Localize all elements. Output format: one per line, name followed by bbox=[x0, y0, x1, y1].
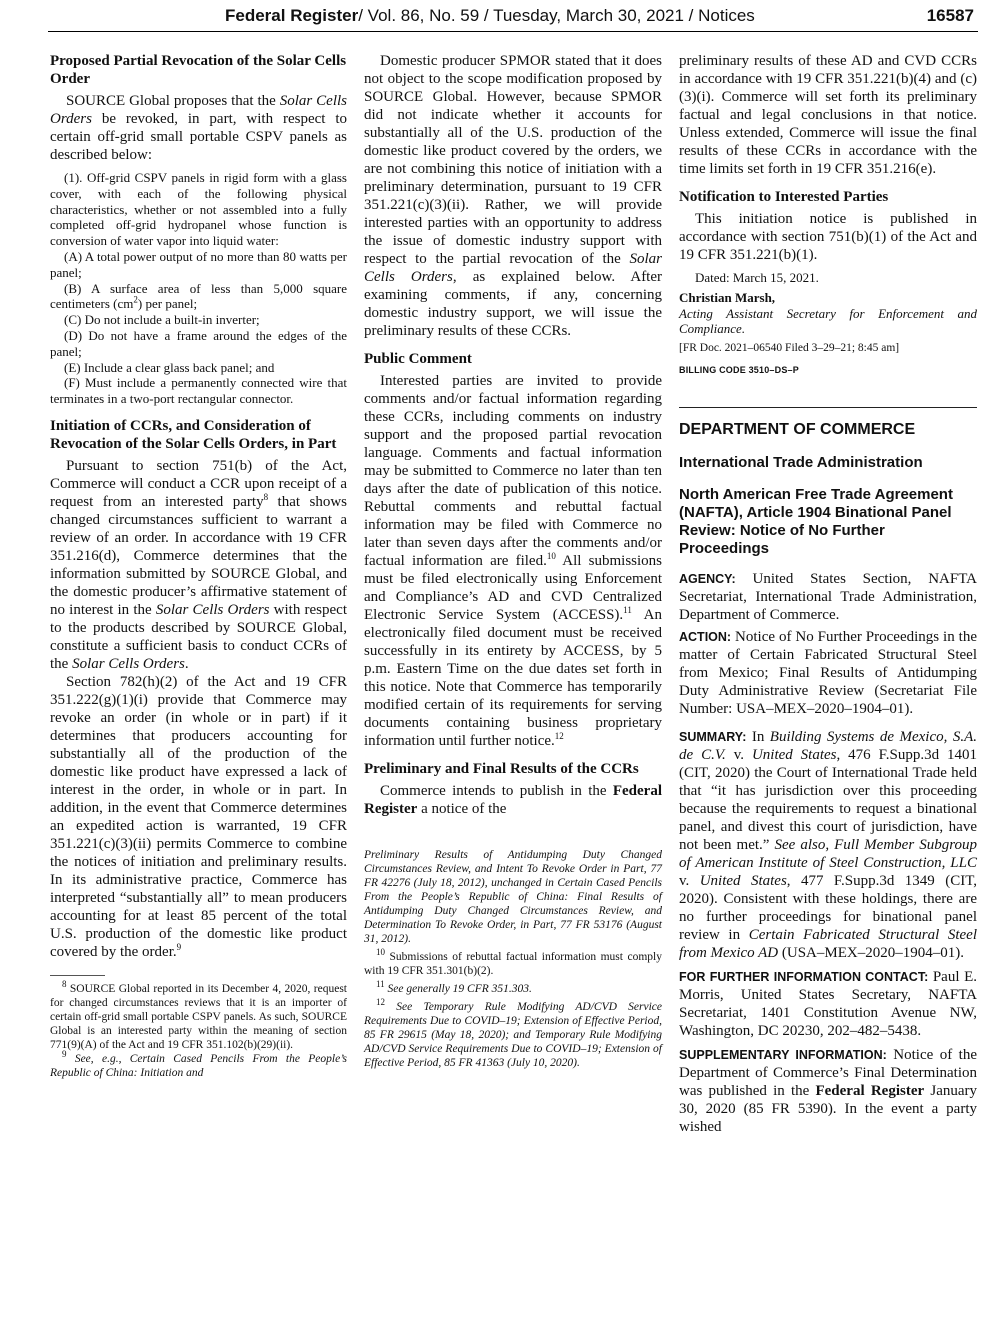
summary-block: SUMMARY: In Building Systems de Mexico, S.A. de C.V. v. United States, 476 F.Supp.3d 1401 (CIT, 2020) the Court of International Trade held that “it has jurisdiction over this proceeding because the requirements to request a binational panel, and divest this court of jurisdiction, have not been met.” See also, Full Member Subgroup of American Institute of Steel Construction, LLC v. United States, 477 F.Supp.3d 1349 (CIT, 2020). Consistent with these holdings, there are no further proceedings for binational panel review in Certain Fabricated Structural Steel from Mexico AD (USA–MEX–2020–1904–01). bbox=[679, 728, 978, 961]
billing-code: BILLING CODE 3510–DS–P bbox=[679, 364, 799, 375]
footnote-ref[interactable]: 11 bbox=[623, 605, 632, 615]
fr-doc-line: [FR Doc. 2021–06540 Filed 3–29–21; 8:45 am] bbox=[679, 342, 900, 355]
scope-item: (B) A surface area of less than 5,000 square centimeters $(cm^2)$ per panel; bbox=[50, 280, 347, 312]
paragraph: Interested parties are invited to provide comments and/or factual information regarding these CCRs, including comments on industry support and the proposed partial revocation language. Comments and factual information may be submitted to Commerce no later than ten days after the date of publication of this notice. Rebuttal comments and rebuttal factual information may be filed with Commerce no later than seven days after the comments and/or factual information are filed.$^{10}$ All submissions must be filed electronically using Enforcement and Compliance’s AD and CVD Centralized Electronic Service System (ACCESS).$^{11}$ An electronically filed document must be received successfully in its entirety by ACCESS, by 5 p.m. Eastern Time on the due dates set forth in this notice. Note that Commerce has temporarily modified certain of its requirements for serving documents containing business proprietary information until further notice.$^{12}$ bbox=[364, 373, 663, 749]
column-3 bbox=[679, 52, 977, 1136]
supplementary-block: SUPPLEMENTARY INFORMATION: Notice of the Department of Commerce’s Final Determination was published in the Federal Register January 30, 2020 (85 FR 5390). In the event a party wished bbox=[679, 1046, 978, 1135]
header-page-number: 16587 bbox=[926, 6, 974, 25]
department-heading: DEPARTMENT OF COMMERCE bbox=[679, 420, 916, 438]
agency-subheading: International Trade Administration bbox=[679, 453, 923, 471]
section-heading: Proposed Partial Revocation of the Solar Cells Order bbox=[50, 53, 347, 87]
dated-line: Dated: March 15, 2021. bbox=[695, 270, 819, 285]
header-rule bbox=[48, 31, 978, 32]
footnote-ref[interactable]: 8 bbox=[263, 491, 269, 502]
footnote-ref[interactable]: 9 bbox=[176, 941, 182, 952]
scope-item: (D) Do not have a frame around the edges of the panel; bbox=[50, 327, 347, 359]
footnote-continued: Preliminary Results of Antidumping Duty Changed Circumstances Review, and Intent To Revoke Order in Part, 77 FR 42276 (July 18, 2012), unchanged in Certain Cased Pencils From the People’s Republic of China: Final Results of Antidumping Duty Changed Circumstances Review, and Determination To Revoke Order, in Part, 77 FR 53176 (August 31, 2012). bbox=[364, 849, 662, 945]
action-block: ACTION: Notice of No Further Proceedings in the matter of Certain Fabricated Structural Steel from Mexico; Final Results of Antidumping Duty Administrative Review (Secretariat File Number: USA–MEX–2020–1904–01). bbox=[679, 628, 977, 717]
paragraph: preliminary results of these AD and CVD CCRs in accordance with 19 CFR 351.221(b)(4) and (c)(3)(i). Commerce will set forth its preliminary factual and legal conclusions in that notice. Unless extended, Commerce will issue the final results of these CCRs in accordance with the time limits set forth in 19 CFR 351.216(e). bbox=[679, 53, 977, 177]
paragraph: SOURCE Global proposes that the Solar Cells Orders be revoked, in part, with respect to certain off-grid small portable CSPV panels as described below: bbox=[50, 93, 347, 163]
agency-block: AGENCY: United States Section, NAFTA Secretariat, International Trade Administration, Department of Commerce. bbox=[679, 570, 977, 623]
signer-title: Acting Assistant Secretary for Enforcement and Compliance. bbox=[679, 305, 977, 337]
signer-name: Christian Marsh, bbox=[679, 289, 776, 305]
paragraph: Commerce intends to publish in the Federal Register a notice of the bbox=[364, 783, 662, 817]
footnote-ref[interactable]: 10 bbox=[546, 551, 556, 561]
scope-item: (A) A total power output of no more than 80 watts per panel; bbox=[50, 248, 347, 280]
footnote: $^{10}$ Submissions of rebuttal factual information must comply with 19 CFR 351.301(b)(2). bbox=[364, 947, 662, 977]
section-heading: Public Comment bbox=[364, 351, 472, 367]
scope-item: (C) Do not include a built-in inverter; bbox=[64, 312, 260, 328]
column-2 bbox=[364, 52, 662, 1070]
paragraph: Pursuant to section 751(b) of the Act, Commerce will conduct a CCR upon receipt of a request from an interested party$^8$ that shows changed circumstances sufficient to warrant a review of an order. In accordance with 19 CFR 351.216(d), Commerce determines that the information submitted by SOURCE Global, and the domestic producer’s affirmative statement of no interest in the Solar Cells Orders with respect to the products described by SOURCE Global, constitute a sufficient basis to conduct CCRs of the Solar Cells Orders. bbox=[50, 457, 348, 672]
footnote: $^8$ SOURCE Global reported in its December 4, 2020, request for changed circumstances reviews that it is an importer of certain off-grid small portable CSPV panels. As such, SOURCE Global is an interested party within the meaning of section 771(9)(A) of the Act and 19 CFR 351.102(b)(29)(ii). bbox=[50, 979, 347, 1051]
section-heading: Preliminary and Final Results of the CCRs bbox=[364, 761, 639, 777]
document-title: North American Free Trade Agreement (NAFTA), Article 1904 Binational Panel Review: Notice of No Further Proceedings bbox=[679, 485, 953, 557]
notice-separator bbox=[679, 407, 977, 408]
paragraph: Section 782(h)(2) of the Act and 19 CFR 351.222(g)(1)(i) provide that Commerce may revoke an order (in whole or in part) if it determines that producers accounting for substantially all of the production of the domestic like product have expressed a lack of interest in the order, in whole or in part. In addition, in the event that Commerce determines an expedited action is warranted, 19 CFR 351.221(c)(3)(ii) permits Commerce to combine the notices of initiation and preliminary results. In its administrative practice, Commerce has interpreted “substantially all” to mean producers accounting for at least 85 percent of the total U.S. production of the domestic like product covered by the order.$^9$ bbox=[50, 673, 347, 960]
footnote: $^{12}$ See Temporary Rule Modifying AD/CVD Service Requirements Due to COVID–19; Extension of Effective Period, 85 FR 29615 (May 18, 2020); and Temporary Rule Modifying AD/CVD Service Requirements Due to COVID–19; Extension of Effective Period, 85 FR 41363 (July 10, 2020). bbox=[364, 997, 662, 1069]
footnote: $^{11}$ See generally 19 CFR 351.303. bbox=[376, 979, 532, 995]
header-citation bbox=[225, 6, 755, 26]
scope-paragraph: (1). Off-grid CSPV panels in rigid form with a glass cover, with each of the following physical characteristics, whether or not assembled into a fully completed off-grid hydropanel whose function is conversion of water vapor into liquid water: bbox=[50, 170, 347, 249]
footnote-separator bbox=[50, 975, 105, 976]
paragraph: Domestic producer SPMOR stated that it does not object to the scope modification proposed by SOURCE Global. However, because SPMOR did not indicate whether it accounts for substantially all of the U.S. production of the domestic like product covered by the orders, we are not combining this notice of initiation with a preliminary determination, pursuant to 19 CFR 351.221(c)(3)(ii). Rather, we will provide interested parties with an opportunity to address the issue of domestic industry support with respect to the partial revocation of the Solar Cells Orders, as explained below. After examining comments, if any, concerning domestic industry support, we will issue the preliminary results of these CCRs. bbox=[364, 53, 663, 339]
header-title: Federal Register bbox=[225, 6, 359, 25]
scope-item: (E) Include a clear glass back panel; and bbox=[64, 359, 275, 375]
paragraph: This initiation notice is published in accordance with section 751(b)(1) of the Act and 19 CFR 351.221(b)(1). bbox=[679, 211, 977, 263]
page-header bbox=[0, 0, 1000, 34]
header-issue: / Vol. 86, No. 59 / Tuesday, March 30, 2021 / Notices bbox=[358, 6, 755, 25]
section-heading: Notification to Interested Parties bbox=[679, 189, 889, 205]
scope-item: (F) Must include a permanently connected wire that terminates in a two-port rectangular connector. bbox=[50, 375, 347, 407]
section-heading: Initiation of CCRs, and Consideration of Revocation of the Solar Cells Orders, in Part bbox=[50, 417, 337, 452]
footnote: $^9$ See, e.g., Certain Cased Pencils From the People’s Republic of China: Initiation and bbox=[50, 1049, 347, 1079]
column-1 bbox=[50, 52, 347, 1080]
contact-block: FOR FURTHER INFORMATION CONTACT: Paul E. Morris, United States Secretary, NAFTA Secretariat, 1401 Constitution Avenue NW, Washington, DC 20230, 202–482–5438. bbox=[679, 968, 977, 1039]
footnote-ref[interactable]: 12 bbox=[554, 731, 564, 741]
